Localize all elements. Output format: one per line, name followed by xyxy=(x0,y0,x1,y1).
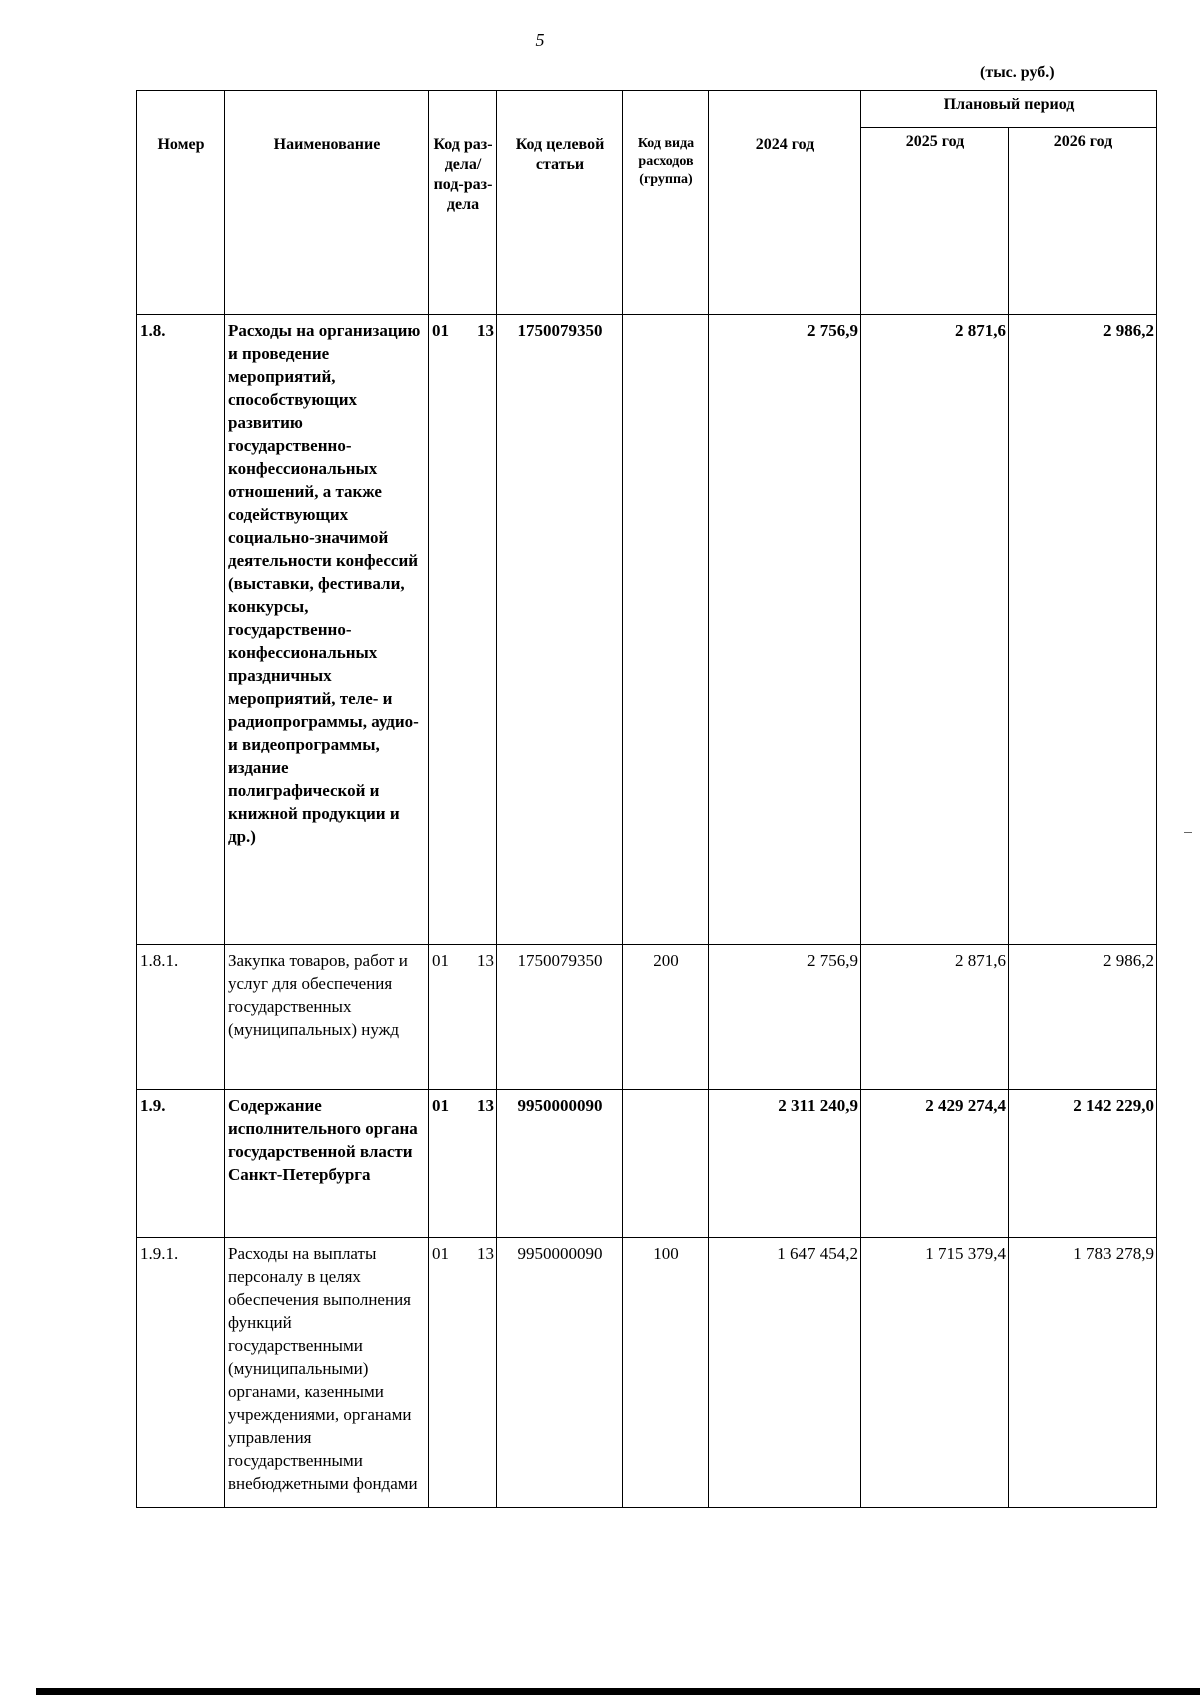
row-section-code xyxy=(429,315,497,945)
row-section-code xyxy=(429,945,497,1090)
row-expense-code: 100 xyxy=(623,1238,709,1508)
header-name: Наименование xyxy=(225,91,429,315)
row-number: 1.8.1. xyxy=(137,945,225,1090)
subsection-code: 13 xyxy=(477,951,494,970)
row-name: Закупка товаров, работ и услуг для обеспечения государственных (муниципальных) нужд xyxy=(225,945,429,1090)
row-target-code: 1750079350 xyxy=(497,315,623,945)
row-amount-2024: 2 756,9 xyxy=(709,945,861,1090)
budget-table xyxy=(136,90,1157,1508)
row-amount-2024: 1 647 454,2 xyxy=(709,1238,861,1508)
header-target-code: Код целевой статьи xyxy=(497,91,623,315)
row-name: Расходы на выплаты персоналу в целях обеспечения выполнения функций государственными (муниципальными) органами, казенными учреждениями, органами управления государственными внебюджетными фондами xyxy=(225,1238,429,1508)
section-code: 01 xyxy=(432,1096,449,1115)
row-target-code: 9950000090 xyxy=(497,1238,623,1508)
table-row xyxy=(137,1238,1157,1508)
row-expense-code: 200 xyxy=(623,945,709,1090)
header-section-code: Код раз-дела/ под-раз-дела xyxy=(429,91,497,315)
row-number: 1.8. xyxy=(137,315,225,945)
row-amount-2025: 2 429 274,4 xyxy=(861,1090,1009,1238)
header-year-2024: 2024 год xyxy=(709,91,861,315)
header-year-2025: 2025 год xyxy=(861,128,1009,315)
subsection-code: 13 xyxy=(477,321,494,340)
header-number: Номер xyxy=(137,91,225,315)
table-row xyxy=(137,315,1157,945)
scan-bottom-edge xyxy=(36,1688,1200,1695)
row-number: 1.9.1. xyxy=(137,1238,225,1508)
header-expense-code: Код вида расходов (группа) xyxy=(623,91,709,315)
row-amount-2026: 2 142 229,0 xyxy=(1009,1090,1157,1238)
table-row xyxy=(137,1090,1157,1238)
section-code: 01 xyxy=(432,1244,449,1263)
row-name: Содержание исполнительного органа государственной власти Санкт-Петербурга xyxy=(225,1090,429,1238)
header-year-2026: 2026 год xyxy=(1009,128,1157,315)
table-row xyxy=(137,945,1157,1090)
row-section-code xyxy=(429,1090,497,1238)
row-number: 1.9. xyxy=(137,1090,225,1238)
row-expense-code xyxy=(623,315,709,945)
header-planned-period: Плановый период xyxy=(861,91,1157,128)
row-amount-2024: 2 756,9 xyxy=(709,315,861,945)
row-section-code xyxy=(429,1238,497,1508)
units-label: (тыс. руб.) xyxy=(980,64,1055,81)
subsection-code: 13 xyxy=(477,1244,494,1263)
row-amount-2026: 2 986,2 xyxy=(1009,945,1157,1090)
row-target-code: 1750079350 xyxy=(497,945,623,1090)
row-amount-2024: 2 311 240,9 xyxy=(709,1090,861,1238)
row-amount-2026: 2 986,2 xyxy=(1009,315,1157,945)
row-target-code: 9950000090 xyxy=(497,1090,623,1238)
row-amount-2026: 1 783 278,9 xyxy=(1009,1238,1157,1508)
section-code: 01 xyxy=(432,321,449,340)
row-amount-2025: 1 715 379,4 xyxy=(861,1238,1009,1508)
row-expense-code xyxy=(623,1090,709,1238)
subsection-code: 13 xyxy=(477,1096,494,1115)
row-name: Расходы на организацию и проведение мероприятий, способствующих развитию государственно-конфессиональных отношений, а также содействующих социально-значимой деятельности конфессий (выставки, фестивали, конкурсы, государственно-конфессиональных праздничных мероприятий, теле- и радиопрограммы, аудио- и видеопрограммы, издание полиграфической и книжной продукции и др.) xyxy=(225,315,429,945)
section-code: 01 xyxy=(432,951,449,970)
row-amount-2025: 2 871,6 xyxy=(861,945,1009,1090)
row-amount-2025: 2 871,6 xyxy=(861,315,1009,945)
page-number: 5 xyxy=(535,30,545,50)
scan-mark xyxy=(1184,832,1192,833)
